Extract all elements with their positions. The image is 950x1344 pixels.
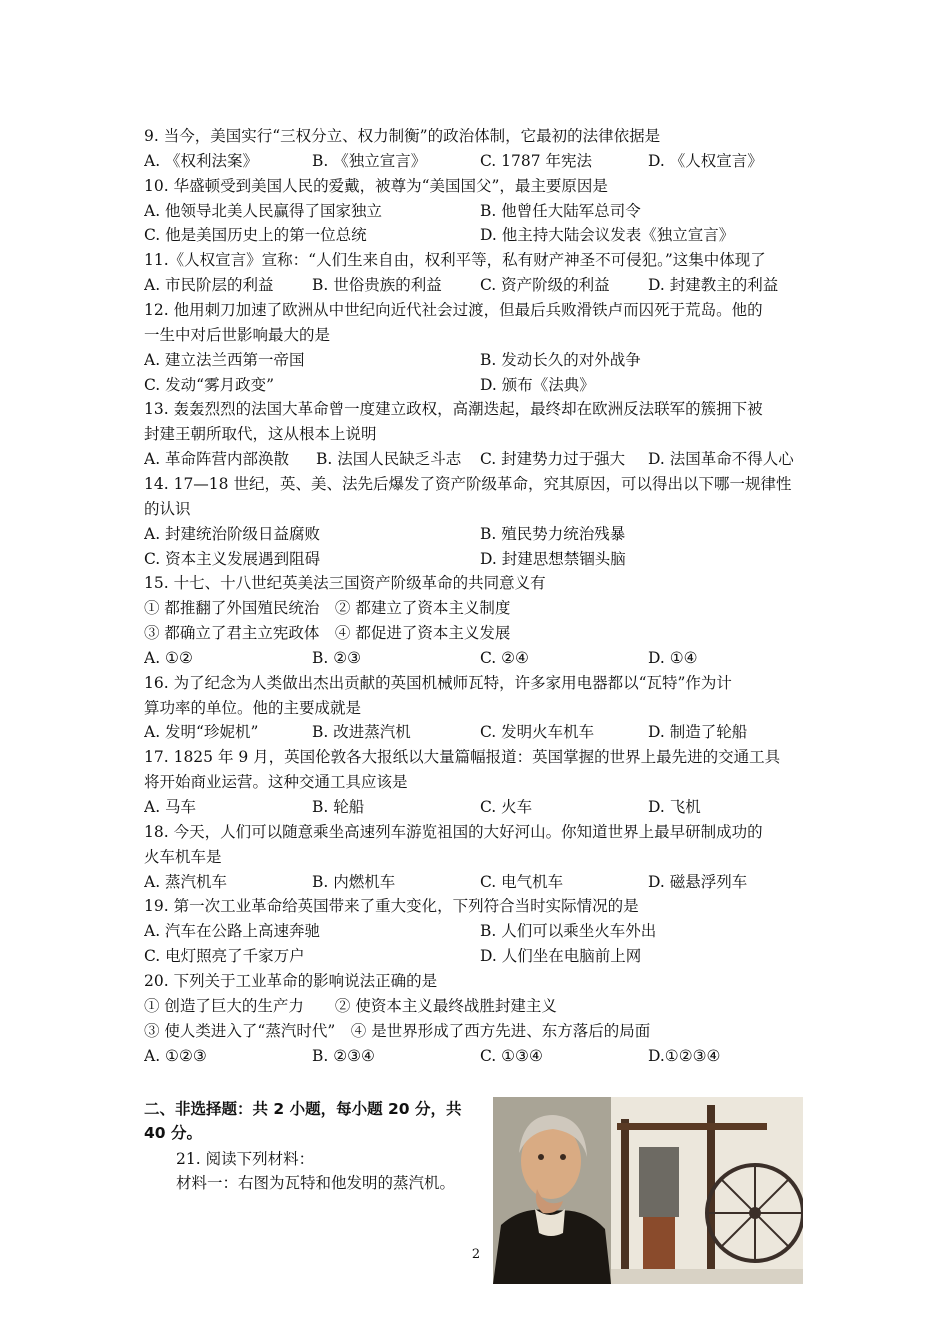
- answer-option: D. 人们坐在电脑前上网: [480, 947, 642, 966]
- question-stem: 14. 17—18 世纪，英、美、法先后爆发了资产阶级革命，究其原因，可以得出以下哪一规律性: [144, 474, 792, 493]
- engine-post-left: [621, 1119, 629, 1269]
- option-row: [144, 348, 810, 372]
- question-21-intro: 21. 阅读下列材料：: [176, 1150, 315, 1168]
- answer-option: A. 汽车在公路上高速奔驰: [144, 922, 321, 941]
- photo-drawing: [493, 1097, 803, 1284]
- question-stem: 11.《人权宣言》宣称：“人们生来自由，权利平等，私有财产神圣不可侵犯。”这集中体现了: [144, 251, 766, 270]
- question-stem: 17. 1825 年 9 月，英国伦敦各大报纸以大量篇幅报道：英国掌握的世界上最先进的交通工具: [144, 748, 781, 767]
- question-stem: 火车机车是: [144, 847, 222, 866]
- answer-option: B. 人们可以乘坐火车外出: [480, 922, 657, 941]
- answer-option: A. 封建统治阶级日益腐败: [144, 524, 321, 543]
- option-row: [144, 547, 810, 571]
- answer-option: D. 封建思想禁锢头脑: [480, 549, 626, 568]
- answer-option: D. 他主持大陆会议发表《独立宣言》: [480, 226, 735, 245]
- answer-option: D. ①④: [648, 648, 698, 667]
- option-row: [144, 795, 810, 819]
- option-row: [144, 273, 810, 297]
- answer-option: B. 轮船: [312, 798, 365, 816]
- answer-option: B. ②③④: [312, 1046, 375, 1065]
- answer-option: B. 殖民势力统治残暴: [480, 524, 626, 543]
- option-row: [144, 720, 810, 744]
- answer-option: B. 内燃机车: [312, 872, 396, 891]
- answer-option: A. 《权利法案》: [144, 151, 259, 170]
- answer-option: C. ①③④: [480, 1046, 543, 1065]
- option-row: [144, 199, 810, 223]
- question-stem: 16. 为了纪念为人类做出杰出贡献的英国机械师瓦特，许多家用电器都以“瓦特”作为计: [144, 673, 732, 692]
- engine-base: [643, 1217, 675, 1269]
- question-stem: 15. 十七、十八世纪英美法三国资产阶级革命的共同意义有: [144, 574, 546, 593]
- question-stem: 9. 当今，美国实行“三权分立、权力制衡”的政治体制，它最初的法律依据是: [144, 127, 661, 145]
- option-row: [144, 223, 810, 247]
- answer-option: B. ②③: [312, 648, 362, 667]
- option-row: [144, 944, 810, 968]
- answer-option: B. 法国人民缺乏斗志: [316, 450, 462, 469]
- answer-option: D. 封建教主的利益: [648, 276, 779, 295]
- option-row: [144, 870, 810, 894]
- answer-option: D. 《人权宣言》: [648, 151, 763, 170]
- answer-option: D. 飞机: [648, 798, 701, 816]
- answer-option: C. 资本主义发展遇到阻碍: [144, 549, 321, 568]
- answer-option: B. 《独立宣言》: [312, 151, 427, 170]
- question-stem: 18. 今天，人们可以随意乘坐高速列车游览祖国的大好河山。你知道世界上最早研制成功的: [144, 822, 763, 841]
- answer-option: C. 资产阶级的利益: [480, 276, 610, 295]
- question-stem: 封建王朝所取代，这从根本上说明: [144, 425, 377, 444]
- answer-option: C. 火车: [480, 798, 533, 816]
- answer-option: A. 蒸汽机车: [144, 872, 228, 891]
- answer-option: C. 封建势力过于强大: [480, 450, 626, 469]
- option-row: [144, 149, 810, 173]
- question-stem: 10. 华盛顿受到美国人民的爱戴，被尊为“美国国父”，最主要原因是: [144, 176, 608, 195]
- answer-option: A. 建立法兰西第一帝国: [144, 350, 305, 369]
- question-stem: ① 创造了巨大的生产力 ② 使资本主义最终战胜封建主义: [144, 996, 557, 1015]
- question-stem: 20. 下列关于工业革命的影响说法正确的是: [144, 971, 438, 990]
- option-row: [144, 646, 810, 670]
- answer-option: D. 颁布《法典》: [480, 375, 595, 394]
- answer-option: C. 电灯照亮了千家万户: [144, 947, 305, 966]
- material-one: 材料一：右图为瓦特和他发明的蒸汽机。: [176, 1174, 456, 1192]
- answer-option: D. 磁悬浮列车: [648, 872, 748, 891]
- answer-option: C. 发明火车机车: [480, 723, 595, 742]
- answer-option: C. 1787 年宪法: [480, 151, 593, 170]
- portrait-eye-right: [560, 1154, 566, 1160]
- portrait-eye-left: [538, 1154, 544, 1160]
- answer-option: D. 制造了轮船: [648, 723, 748, 742]
- page-number: 2: [471, 1247, 481, 1262]
- watt-and-steam-engine-photo: [493, 1097, 803, 1284]
- question-stem: 13. 轰轰烈烈的法国大革命曾一度建立政权，高潮迭起，最终却在欧洲反法联军的簇拥下被: [144, 400, 763, 419]
- option-row: [144, 919, 810, 943]
- question-stem: ③ 使人类进入了“蒸汽时代” ④ 是世界形成了西方先进、东方落后的局面: [144, 1021, 651, 1040]
- answer-option: A. 他领导北美人民赢得了国家独立: [144, 201, 383, 220]
- answer-option: D. 法国革命不得人心: [648, 450, 794, 469]
- answer-option: B. 他曾任大陆军总司令: [480, 201, 641, 220]
- answer-option: A. 市民阶层的利益: [144, 276, 274, 295]
- answer-option: C. 发动“雾月政变”: [144, 375, 275, 394]
- question-stem: 一生中对后世影响最大的是: [144, 325, 331, 344]
- section-title: 二、非选择题：共 2 小题，每小题 20 分，共 40 分。: [144, 1100, 462, 1142]
- answer-option: B. 发动长久的对外战争: [480, 350, 641, 369]
- answer-option: A. ①②③: [144, 1046, 207, 1065]
- question-stem: 12. 他用刺刀加速了欧洲从中世纪向近代社会过渡，但最后兵败滑铁卢而囚死于荒岛。他的: [144, 300, 763, 319]
- answer-option: A. 马车: [144, 798, 197, 816]
- question-stem: 19. 第一次工业革命给英国带来了重大变化，下列符合当时实际情况的是: [144, 897, 639, 916]
- engine-cylinder: [639, 1147, 679, 1217]
- answer-option: B. 世俗贵族的利益: [312, 276, 442, 295]
- answer-option: B. 改进蒸汽机: [312, 723, 411, 742]
- answer-option: C. 电气机车: [480, 872, 564, 891]
- engine-floor: [611, 1269, 803, 1284]
- question-stem: 算功率的单位。他的主要成就是: [144, 698, 362, 717]
- answer-option: D.①②③④: [648, 1046, 721, 1065]
- question-stem: ① 都推翻了外国殖民统治 ② 都建立了资本主义制度: [144, 599, 511, 618]
- question-stem: ③ 都确立了君主立宪政体 ④ 都促进了资本主义发展: [144, 624, 511, 642]
- option-row: [144, 522, 810, 546]
- option-row: [144, 373, 810, 397]
- option-row: [144, 447, 810, 471]
- engine-beam: [617, 1123, 767, 1130]
- question-stem: 的认识: [144, 499, 191, 518]
- answer-option: A. 革命阵营内部涣散: [144, 450, 290, 469]
- answer-option: C. ②④: [480, 648, 529, 667]
- answer-option: A. 发明“珍妮机”: [144, 723, 259, 742]
- answer-option: A. ①②: [144, 648, 193, 667]
- option-row: [144, 1044, 810, 1068]
- question-stem: 将开始商业运营。这种交通工具应该是: [144, 773, 408, 792]
- answer-option: C. 他是美国历史上的第一位总统: [144, 226, 367, 245]
